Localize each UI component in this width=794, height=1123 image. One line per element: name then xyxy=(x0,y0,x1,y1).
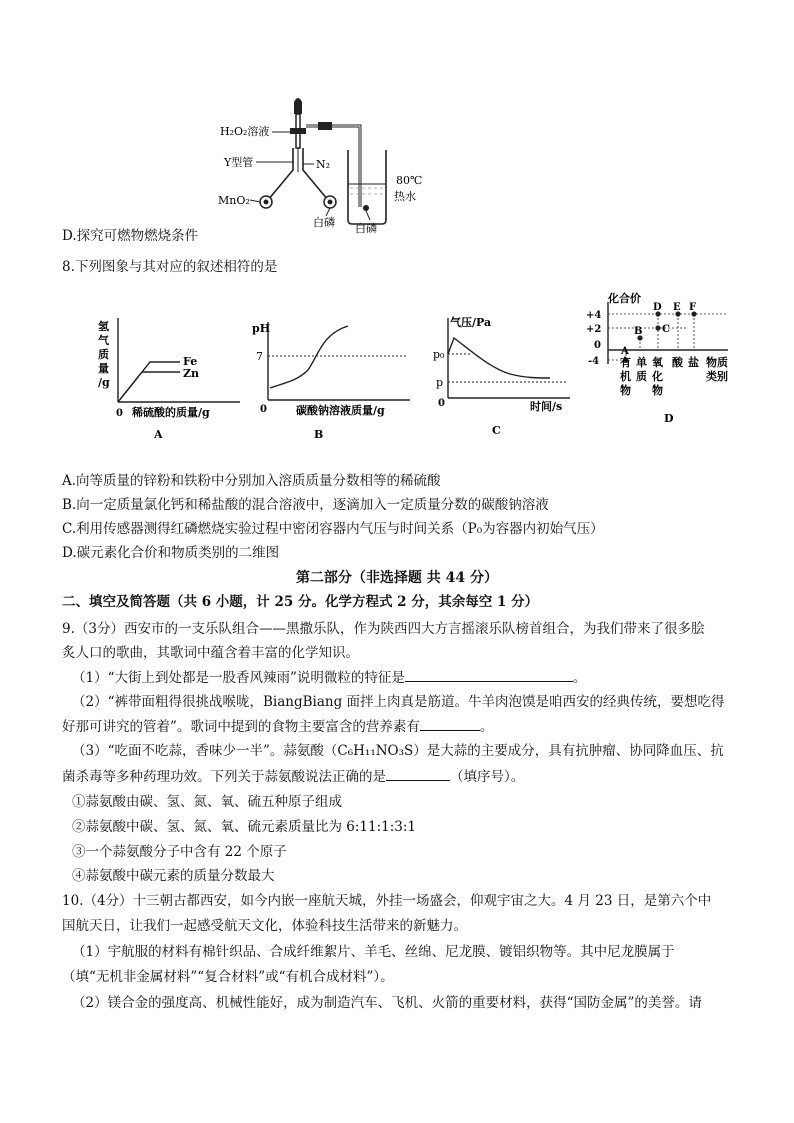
graph-c xyxy=(430,306,580,446)
q9-answer-blank-2[interactable] xyxy=(420,716,480,731)
xlabel-c: 时间/s xyxy=(530,400,563,413)
q7-option-d: D.探究可燃物燃烧条件 xyxy=(62,228,199,244)
q10-part1-line2: （填“无机非金属材料”“复合材料”或“有机合成材料”）。 xyxy=(62,969,394,985)
pressure-curve xyxy=(448,338,550,378)
q9-option-4: ④蒜氨酸中碳元素的质量分数最大 xyxy=(72,868,275,884)
cat2-1: 单 xyxy=(636,356,647,369)
tick-plus4: +4 xyxy=(586,310,602,321)
q8-stem: 8.下列图象与其对应的叙述相符的是 xyxy=(62,259,278,275)
ylabel-b: pH xyxy=(252,322,271,335)
q9-option-3: ③一个蒜氨酸分子中含有 22 个原子 xyxy=(72,844,287,860)
xlabel-d-1: 物质 xyxy=(706,356,728,369)
hot-water-label: 热水 xyxy=(394,190,416,203)
q9-part2-line2 xyxy=(62,716,493,737)
q10-stem-1: 10.（4分）十三朝古都西安，如今内嵌一座航天城，外挂一场盛会，仰观宇宙之大。4 月 23 日，是第六个中 xyxy=(62,893,712,909)
cat3-1: 氧 xyxy=(652,356,663,369)
ytube-label: Y型管 xyxy=(224,156,254,169)
n2-label: N₂ xyxy=(316,158,331,171)
section-2-heading: 二、填空及简答题（共 6 小题，计 25 分。化学方程式 2 分，其余每空 1 分） xyxy=(62,594,539,610)
caption-d: D xyxy=(664,412,674,425)
origin-b: 0 xyxy=(260,404,267,415)
tick7-b: 7 xyxy=(256,350,263,363)
part2-title: 第二部分（非选择题 共 44 分） xyxy=(295,570,499,586)
cat1-1: 有 xyxy=(620,356,631,369)
caption-c: C xyxy=(492,424,501,437)
q10-part2-line1: （2）镁合金的强度高、机械性能好，成为制造汽车、飞机、火箭的重要材料，获得“国防金属”的美誉。请 xyxy=(72,995,702,1011)
white-p-left-label: 白磷 xyxy=(313,216,335,229)
gas-tube xyxy=(306,126,360,207)
caption-b: B xyxy=(314,428,324,441)
p-label: p xyxy=(436,376,444,389)
q9-part1 xyxy=(72,667,586,688)
label-d: D xyxy=(653,302,662,313)
h2o2-label: H₂O₂溶液 xyxy=(220,125,270,138)
origin-c: 0 xyxy=(438,398,445,409)
label-e: E xyxy=(673,302,681,313)
label-f: F xyxy=(689,302,697,313)
cat5-1: 盐 xyxy=(688,356,699,369)
stopcock xyxy=(290,128,306,134)
ylabel-d: 化合价 xyxy=(608,292,641,305)
graph-d xyxy=(578,290,748,432)
q10-stem-2: 国航天日，让我们一起感受航天文化，体验科技生活带来的新魅力。 xyxy=(62,918,467,934)
q9-part1-text: （1）“大街上到处都是一股香风辣雨”说明微粒的特征是 xyxy=(72,670,405,686)
label-c: C xyxy=(662,324,670,335)
point-c xyxy=(655,325,660,330)
q9-part3-line2 xyxy=(62,766,524,787)
cat4-1: 酸 xyxy=(672,356,683,369)
xlabel-a: 稀硫酸的质量/g xyxy=(132,406,210,419)
cat3-3: 物 xyxy=(652,384,663,397)
q8-option-a: A.向等质量的锌粉和铁粉中分别加入溶质质量分数相等的稀硫酸 xyxy=(62,473,441,489)
cat2-2: 质 xyxy=(636,370,647,383)
tick-0: 0 xyxy=(594,340,601,351)
origin-a: 0 xyxy=(116,408,123,419)
q9-stem-2: 炙人口的歌曲，其歌词中蕴含着丰富的化学知识。 xyxy=(62,645,359,661)
xlabel-d-2: 类别 xyxy=(706,370,728,383)
q9-option-2: ②蒜氨酸中碳、氢、氮、氧、硫元素质量比为 6:11:1:3:1 xyxy=(72,819,417,835)
q9-part3-end: （填序号）。 xyxy=(450,769,525,785)
ylabel-c: 气压/Pa xyxy=(450,316,492,329)
cat1-2: 机 xyxy=(620,370,631,383)
ph-curve xyxy=(270,326,348,388)
fe-label: Fe xyxy=(183,355,198,368)
q9-answer-blank-1[interactable] xyxy=(405,667,573,682)
ylabel-a-1: 氢 xyxy=(98,320,109,333)
q10-part1-line1: （1）宇航服的材料有棉针织品、合成纤维絮片、羊毛、丝绵、尼龙膜、镀铝织物等。其中尼龙膜属于 xyxy=(72,944,675,960)
graph-a xyxy=(90,310,250,450)
funnel-bulb xyxy=(294,98,302,114)
ylabel-a-4: 量 xyxy=(98,362,109,375)
q8-option-b: B.向一定质量氯化钙和稀盐酸的混合溶液中，逐滴加入一定质量分数的碳酸钠溶液 xyxy=(62,497,549,513)
q9-option-1: ①蒜氨酸由碳、氢、氮、氧、硫五种原子组成 xyxy=(72,794,342,810)
zn-curve xyxy=(118,372,180,402)
mno2-label: MnO₂ xyxy=(218,194,250,207)
label-a: A xyxy=(621,346,629,357)
q9-stem-1: 9.（3分）西安市的一支乐队组合——黑撒乐队，作为陕西四大方言摇滚乐队榜首组合，为我们带来了很多脍 xyxy=(62,621,705,637)
tick-plus2: +2 xyxy=(586,324,602,335)
combustion-apparatus-figure xyxy=(210,92,450,234)
q9-part2-line1: （2）“裤带面粗得很挑战喉咙，BiangBiang 面拌上肉真是筋道。牛羊肉泡馍是咱西安的经典传统，要想吃得 xyxy=(72,694,725,710)
graph-b xyxy=(248,310,418,450)
q9-part1-end: 。 xyxy=(572,670,587,686)
q8-option-d: D.碳元素化合价和物质类别的二维图 xyxy=(62,545,280,561)
q9-part2-end: 。 xyxy=(479,719,494,735)
cat1-3: 物 xyxy=(620,384,631,397)
xlabel-b: 碳酸钠溶液质量/g xyxy=(296,404,385,417)
ylabel-a-5: /g xyxy=(98,376,110,389)
q9-part3-line1: （3）“吃面不吃蒜，香味少一半”。蒜氨酸（C₆H₁₁NO₃S）是大蒜的主要成分，具有抗肿瘤、协同降血压、抗 xyxy=(72,743,724,759)
ylabel-a-2: 气 xyxy=(98,334,109,347)
q9-part2-text: 好那可讲究的管着”。歌词中提到的食物主要富含的营养素有 xyxy=(62,719,420,735)
fe-curve xyxy=(118,362,180,402)
white-phosphorus-right xyxy=(363,205,369,211)
cat3-2: 化 xyxy=(652,370,663,383)
zn-label: Zn xyxy=(183,367,200,380)
q9-part3-text: 菌杀毒等多种药理功效。下列关于蒜氨酸说法正确的是 xyxy=(62,769,386,785)
temp-label: 80℃ xyxy=(396,174,423,187)
tick-minus4: -4 xyxy=(588,356,600,367)
ylabel-a-3: 质 xyxy=(98,348,109,361)
p0-label: p₀ xyxy=(433,348,445,361)
white-p-right-label: 白磷 xyxy=(355,222,377,234)
label-b: B xyxy=(634,326,643,337)
q9-answer-blank-3[interactable] xyxy=(386,766,450,781)
q8-option-c: C.利用传感器测得红磷燃烧实验过程中密闭容器内气压与时间关系（P₀为容器内初始气压） xyxy=(62,521,604,537)
caption-a: A xyxy=(154,428,163,441)
